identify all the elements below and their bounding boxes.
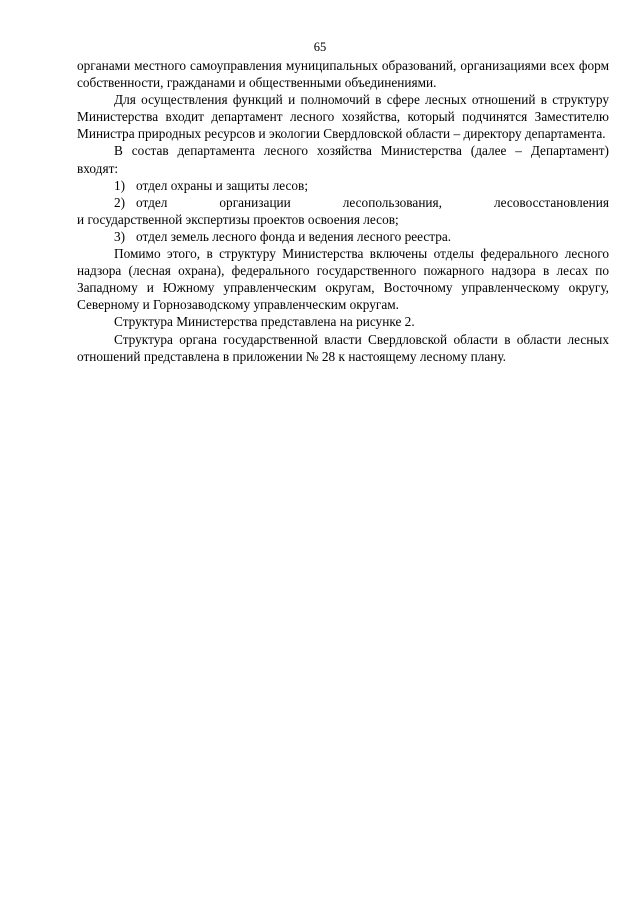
- paragraph-2: Для осуществления функций и полномочий в сфере лесных отношений в структуру Министерства входит департамент лесного хозяйства, который подчинятся Заместителю Министра природных ресурсов и экологии Свердловской области – директору департамента.: [77, 92, 609, 142]
- paragraph-6: Структура органа государственной власти Свердловской области в области лесных отношений представлена в приложении № 28 к настоящему лесному плану.: [77, 331, 609, 364]
- list-item-text: отдел организации лесопользования, лесовосстановления: [136, 194, 609, 210]
- list-item-number: 3): [114, 228, 126, 244]
- list-item-number: 1): [114, 177, 126, 193]
- document-body: [77, 57, 609, 365]
- paragraph-5: Структура Министерства представлена на рисунке 2.: [114, 314, 415, 330]
- list-item-text: отдел земель лесного фонда и ведения лесного реестра.: [136, 228, 452, 244]
- list-item: [77, 177, 609, 194]
- list-item: [77, 194, 609, 211]
- list-item-number: 2): [114, 194, 126, 210]
- list-item-text: отдел охраны и защиты лесов;: [136, 177, 309, 193]
- list-item-continuation: и государственной экспертизы проектов освоения лесов;: [77, 211, 399, 227]
- paragraph-3: В состав департамента лесного хозяйства Министерства (далее – Департамент) входят:: [77, 143, 609, 176]
- paragraph-4: Помимо этого, в структуру Министерства включены отделы федерального лесного надзора (лесная охрана), федерального государственного пожарного надзора в лесах по Западному и Южному управленческим округам, Восточному управленческому округу, Северному и Горнозаводскому управленческим округам.: [77, 246, 609, 313]
- list-item: [77, 228, 609, 245]
- page-number: 65: [313, 40, 327, 54]
- paragraph-1: органами местного самоуправления муниципальных образований, организациями всех форм собственности, гражданами и общественными объединениями.: [77, 58, 609, 91]
